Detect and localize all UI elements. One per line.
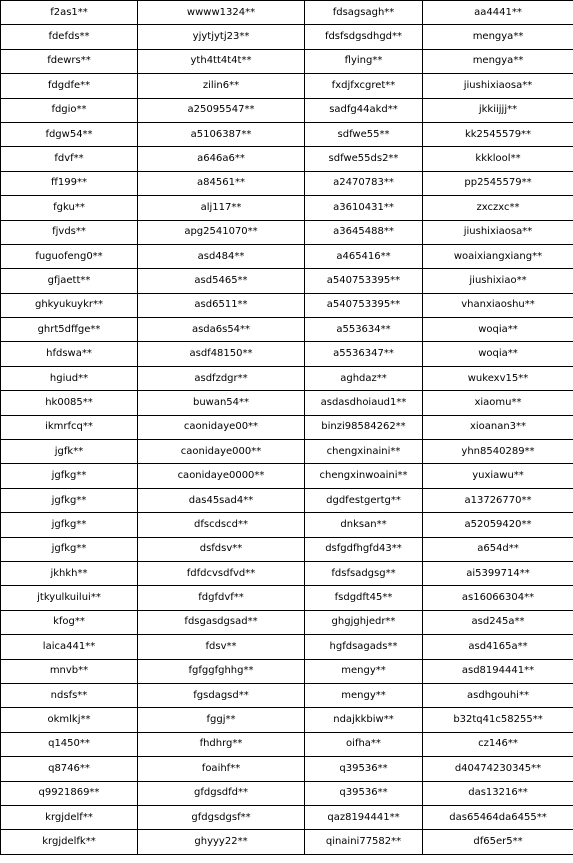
table-cell: gfdgsdgsf** — [138, 805, 305, 829]
table-cell: jiushixiaosa** — [423, 74, 573, 98]
table-row — [1, 488, 573, 512]
table-cell: aghdaz** — [305, 366, 423, 390]
table-cell: ghkyukuykr** — [1, 293, 138, 317]
table-cell: a25095547** — [138, 98, 305, 122]
table-cell: a5536347** — [305, 342, 423, 366]
table-cell: chengxinaini** — [305, 440, 423, 464]
table-cell: apg2541070** — [138, 220, 305, 244]
table-cell: yth4tt4t4t** — [138, 49, 305, 73]
table-cell: asda6s54** — [138, 318, 305, 342]
table-cell: a5106387** — [138, 122, 305, 146]
table-cell: d40474230345** — [423, 757, 573, 781]
table-cell: pp2545579** — [423, 171, 573, 195]
table-cell: fdewrs** — [1, 49, 138, 73]
table-cell: asd8194441** — [423, 659, 573, 683]
table-cell: caonidaye0000** — [138, 464, 305, 488]
table-cell: a3645488** — [305, 220, 423, 244]
table-cell: a540753395** — [305, 269, 423, 293]
table-cell: hgiud** — [1, 366, 138, 390]
table-cell: hk0085** — [1, 391, 138, 415]
table-cell: das45sad4** — [138, 488, 305, 512]
table-cell: wwww1324** — [138, 1, 305, 25]
table-row — [1, 220, 573, 244]
table-cell: sdfwe55ds2** — [305, 147, 423, 171]
table-cell: krgjdelfk** — [1, 830, 138, 854]
table-cell: q39536** — [305, 757, 423, 781]
table-cell: ndajkkbiw** — [305, 708, 423, 732]
table-cell: mengya** — [423, 49, 573, 73]
table-row — [1, 269, 573, 293]
table-row — [1, 318, 573, 342]
table-row — [1, 586, 573, 610]
table-cell: cz146** — [423, 732, 573, 756]
table-cell: fdsv** — [138, 635, 305, 659]
table-cell: jgfkg** — [1, 464, 138, 488]
table-row — [1, 561, 573, 585]
table-cell: oifha** — [305, 732, 423, 756]
table-cell: mengy** — [305, 659, 423, 683]
table-row — [1, 415, 573, 439]
table-cell: fdvf** — [1, 147, 138, 171]
table-cell: q39536** — [305, 781, 423, 805]
table-cell: fuguofeng0** — [1, 244, 138, 268]
table-cell: q8746** — [1, 757, 138, 781]
table-cell: asdf48150** — [138, 342, 305, 366]
table-cell: hfdswa** — [1, 342, 138, 366]
table-cell: gfjaett** — [1, 269, 138, 293]
table-cell: ghyyy22** — [138, 830, 305, 854]
table-cell: wukexv15** — [423, 366, 573, 390]
table-cell: yuxiawu** — [423, 464, 573, 488]
table-row — [1, 610, 573, 634]
table-cell: a646a6** — [138, 147, 305, 171]
table-cell: woqia** — [423, 318, 573, 342]
table-cell: xiaomu** — [423, 391, 573, 415]
table-cell: gfdgsdfd** — [138, 781, 305, 805]
table-cell: dgdfestgertg** — [305, 488, 423, 512]
table-row — [1, 196, 573, 220]
table-cell: yjytjytj23** — [138, 25, 305, 49]
table-cell: woaixiangxiang** — [423, 244, 573, 268]
table-cell: laica441** — [1, 635, 138, 659]
table-cell: jgfkg** — [1, 537, 138, 561]
table-cell: foaihf** — [138, 757, 305, 781]
table-cell: buwan54** — [138, 391, 305, 415]
table-cell: flying** — [305, 49, 423, 73]
table-cell: asdfzdgr** — [138, 366, 305, 390]
table-cell: a2470783** — [305, 171, 423, 195]
table-cell: b32tq41c58255** — [423, 708, 573, 732]
table-row — [1, 1, 573, 25]
table-cell: das13216** — [423, 781, 573, 805]
table-cell: sadfg44akd** — [305, 98, 423, 122]
table-cell: fggj** — [138, 708, 305, 732]
table-cell: mengya** — [423, 25, 573, 49]
table-cell: f2as1** — [1, 1, 138, 25]
table-cell: asd4165a** — [423, 635, 573, 659]
table-cell: asdasdhoiaud1** — [305, 391, 423, 415]
table-cell: df65er5** — [423, 830, 573, 854]
table-row — [1, 659, 573, 683]
table-row — [1, 74, 573, 98]
table-cell: hgfdsagads** — [305, 635, 423, 659]
table-cell: asd5465** — [138, 269, 305, 293]
table-cell: jgfkg** — [1, 488, 138, 512]
table-cell: das65464da6455** — [423, 805, 573, 829]
table-cell: jtkyulkuilui** — [1, 586, 138, 610]
table-cell: a52059420** — [423, 513, 573, 537]
table-row — [1, 25, 573, 49]
table-cell: dsfgdfhgfd43** — [305, 537, 423, 561]
table-cell: jiushixiao** — [423, 269, 573, 293]
table-cell: ghgjghjedr** — [305, 610, 423, 634]
table-cell: ikmrfcq** — [1, 415, 138, 439]
table-cell: fdgw54** — [1, 122, 138, 146]
table-cell: fdsfsadgsg** — [305, 561, 423, 585]
table-cell: alj117** — [138, 196, 305, 220]
table-cell: a465416** — [305, 244, 423, 268]
table-row — [1, 440, 573, 464]
table-cell: fgsdagsd** — [138, 683, 305, 707]
table-row — [1, 635, 573, 659]
table-cell: a13726770** — [423, 488, 573, 512]
table-cell: jkhkh** — [1, 561, 138, 585]
table-cell: xioanan3** — [423, 415, 573, 439]
table-row — [1, 49, 573, 73]
table-cell: ghrt5dffge** — [1, 318, 138, 342]
table-row — [1, 391, 573, 415]
table-cell: yhn8540289** — [423, 440, 573, 464]
table-cell: ndsfs** — [1, 683, 138, 707]
table-cell: sdfwe55** — [305, 122, 423, 146]
table-row — [1, 781, 573, 805]
table-body — [1, 1, 573, 855]
table-cell: fdgio** — [1, 98, 138, 122]
table-cell: a654d** — [423, 537, 573, 561]
table-cell: q9921869** — [1, 781, 138, 805]
table-row — [1, 805, 573, 829]
table-cell: zxczxc** — [423, 196, 573, 220]
table-cell: jiushixiaosa** — [423, 220, 573, 244]
table-row — [1, 244, 573, 268]
table-cell: a3610431** — [305, 196, 423, 220]
table-cell: zilin6** — [138, 74, 305, 98]
table-row — [1, 537, 573, 561]
table-cell: as16066304** — [423, 586, 573, 610]
table-row — [1, 732, 573, 756]
table-cell: dnksan** — [305, 513, 423, 537]
table-cell: fdsgasdgsad** — [138, 610, 305, 634]
table-cell: fdsagsagh** — [305, 1, 423, 25]
table-row — [1, 513, 573, 537]
table-cell: fhdhrg** — [138, 732, 305, 756]
table-cell: binzi98584262** — [305, 415, 423, 439]
table-cell: jkkiijjj** — [423, 98, 573, 122]
table-row — [1, 342, 573, 366]
table-cell: aa4441** — [423, 1, 573, 25]
table-cell: q1450** — [1, 732, 138, 756]
table-row — [1, 830, 573, 854]
table-cell: ai5399714** — [423, 561, 573, 585]
table-cell: jgfkg** — [1, 513, 138, 537]
table-cell: kkklool** — [423, 147, 573, 171]
table-cell: a84561** — [138, 171, 305, 195]
table-row — [1, 366, 573, 390]
table-row — [1, 122, 573, 146]
table-cell: mengy** — [305, 683, 423, 707]
table-cell: qinaini77582** — [305, 830, 423, 854]
table-cell: a540753395** — [305, 293, 423, 317]
table-row — [1, 464, 573, 488]
table-cell: fsdgdft45** — [305, 586, 423, 610]
table-row — [1, 683, 573, 707]
table-cell: mnvb** — [1, 659, 138, 683]
table-cell: fxdjfxcgret** — [305, 74, 423, 98]
table-cell: fdsfsdgsdhgd** — [305, 25, 423, 49]
table-row — [1, 171, 573, 195]
table-cell: fgku** — [1, 196, 138, 220]
table-row — [1, 757, 573, 781]
table-cell: krgjdelf** — [1, 805, 138, 829]
table-cell: chengxinwoaini** — [305, 464, 423, 488]
table-cell: caonidaye00** — [138, 415, 305, 439]
table-cell: fdgdfe** — [1, 74, 138, 98]
table-cell: kk2545579** — [423, 122, 573, 146]
table-cell: caonidaye000** — [138, 440, 305, 464]
table-row — [1, 708, 573, 732]
table-cell: fdfdcvsdfvd** — [138, 561, 305, 585]
table-cell: dsfdsv** — [138, 537, 305, 561]
table-cell: okmlkj** — [1, 708, 138, 732]
table-cell: fgfggfghhg** — [138, 659, 305, 683]
table-cell: asd6511** — [138, 293, 305, 317]
table-cell: jgfk** — [1, 440, 138, 464]
table-cell: woqia** — [423, 342, 573, 366]
table-cell: asd484** — [138, 244, 305, 268]
table-cell: a553634** — [305, 318, 423, 342]
table-cell: fdgfdvf** — [138, 586, 305, 610]
table-cell: kfog** — [1, 610, 138, 634]
table-row — [1, 147, 573, 171]
table-cell: dfscdscd** — [138, 513, 305, 537]
table-cell: asdhgouhi** — [423, 683, 573, 707]
table-cell: qaz8194441** — [305, 805, 423, 829]
table-cell: fdefds** — [1, 25, 138, 49]
table-cell: asd245a** — [423, 610, 573, 634]
table-cell: fjvds** — [1, 220, 138, 244]
table-row — [1, 98, 573, 122]
table-cell: ff199** — [1, 171, 138, 195]
table-row — [1, 293, 573, 317]
table-cell: vhanxiaoshu** — [423, 293, 573, 317]
